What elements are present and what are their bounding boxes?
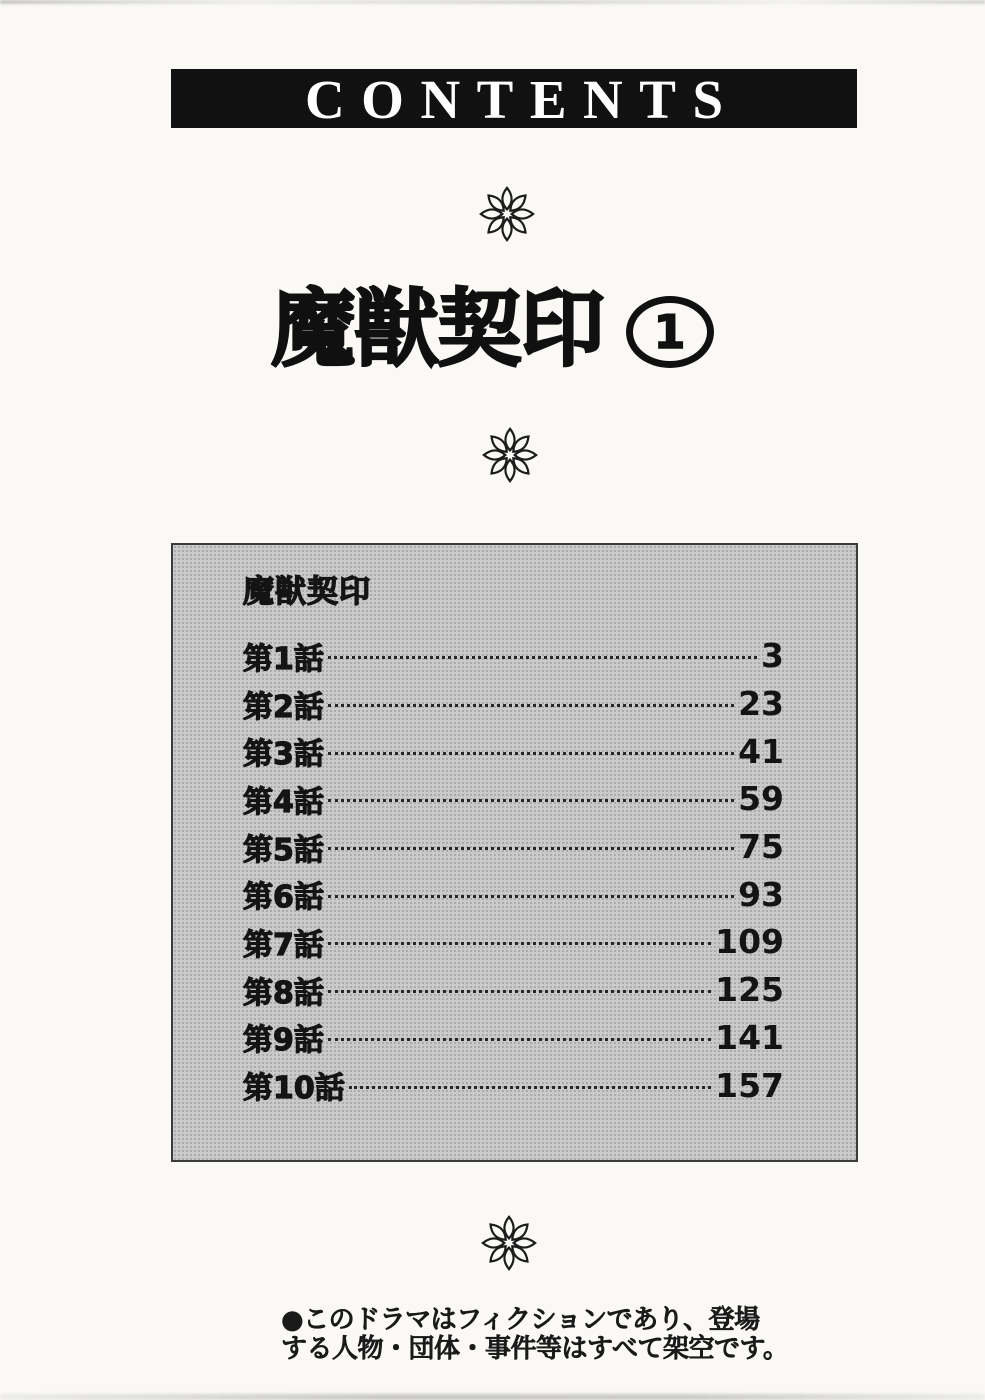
toc-entry-page: 23: [738, 684, 784, 724]
book-title: [0, 280, 985, 378]
contents-banner-label: CONTENTS: [304, 69, 740, 130]
toc-entry: [243, 823, 784, 871]
flower-ornament-icon: [481, 1212, 537, 1274]
toc-entry: [243, 775, 784, 823]
fiction-disclaimer-line1: ●このドラマはフィクションであり、登場: [281, 1305, 760, 1335]
table-of-contents: [173, 545, 856, 1160]
toc-entry: [243, 1014, 784, 1062]
toc-entry-page: 59: [738, 779, 784, 819]
fiction-disclaimer-line2: する人物・団体・事件等はすべて架空です。: [281, 1334, 789, 1364]
dot-leader: [328, 1038, 711, 1041]
toc-entry-label: 第2話: [243, 689, 324, 725]
toc-entry-label: 第7話: [243, 927, 324, 963]
toc-entry-page: 41: [738, 731, 784, 771]
flower-ornament-icon: [479, 183, 535, 245]
toc-entry-label: 第4話: [243, 784, 324, 820]
toc-entry-label: 第9話: [243, 1023, 324, 1059]
dot-leader: [328, 942, 711, 945]
table-of-contents-box: [171, 543, 858, 1162]
toc-entry-label: 第3話: [243, 737, 324, 773]
toc-entry: [243, 727, 784, 775]
toc-entry: [243, 870, 784, 918]
toc-entry-page: 109: [715, 922, 784, 962]
toc-entry-label: 第1話: [243, 641, 324, 677]
scan-artifact-bottom: [0, 1394, 985, 1400]
book-title-text: 魔獣契印: [271, 280, 604, 378]
dot-leader: [328, 704, 734, 707]
volume-number: 1: [653, 305, 686, 359]
toc-entry-page: 125: [715, 970, 784, 1010]
toc-entry-page: 141: [715, 1017, 784, 1057]
toc-entry-page: 75: [738, 827, 784, 867]
flower-ornament-icon: [482, 424, 538, 486]
toc-entry: [243, 966, 784, 1014]
toc-entry-page: 3: [761, 636, 784, 676]
dot-leader: [328, 656, 757, 659]
toc-entry: [243, 680, 784, 728]
toc-entry: [243, 632, 784, 680]
volume-circle-badge: [626, 296, 714, 368]
toc-entry-list: [243, 632, 784, 1109]
dot-leader: [328, 895, 734, 898]
toc-entry-label: 第6話: [243, 880, 324, 916]
toc-series-header: 魔獣契印: [243, 574, 371, 610]
toc-entry: [243, 1061, 784, 1109]
scan-artifact-top: [0, 0, 985, 4]
toc-entry-page: 157: [715, 1065, 784, 1105]
dot-leader: [349, 1086, 711, 1089]
toc-entry-page: 93: [738, 874, 784, 914]
toc-entry: [243, 918, 784, 966]
toc-entry-label: 第8話: [243, 975, 324, 1011]
dot-leader: [328, 990, 711, 993]
toc-entry-label: 第5話: [243, 832, 324, 868]
fiction-disclaimer: [281, 1306, 788, 1364]
toc-entry-label: 第10話: [243, 1071, 345, 1107]
dot-leader: [328, 847, 734, 850]
dot-leader: [328, 752, 734, 755]
dot-leader: [328, 799, 734, 802]
contents-banner: [171, 69, 857, 128]
